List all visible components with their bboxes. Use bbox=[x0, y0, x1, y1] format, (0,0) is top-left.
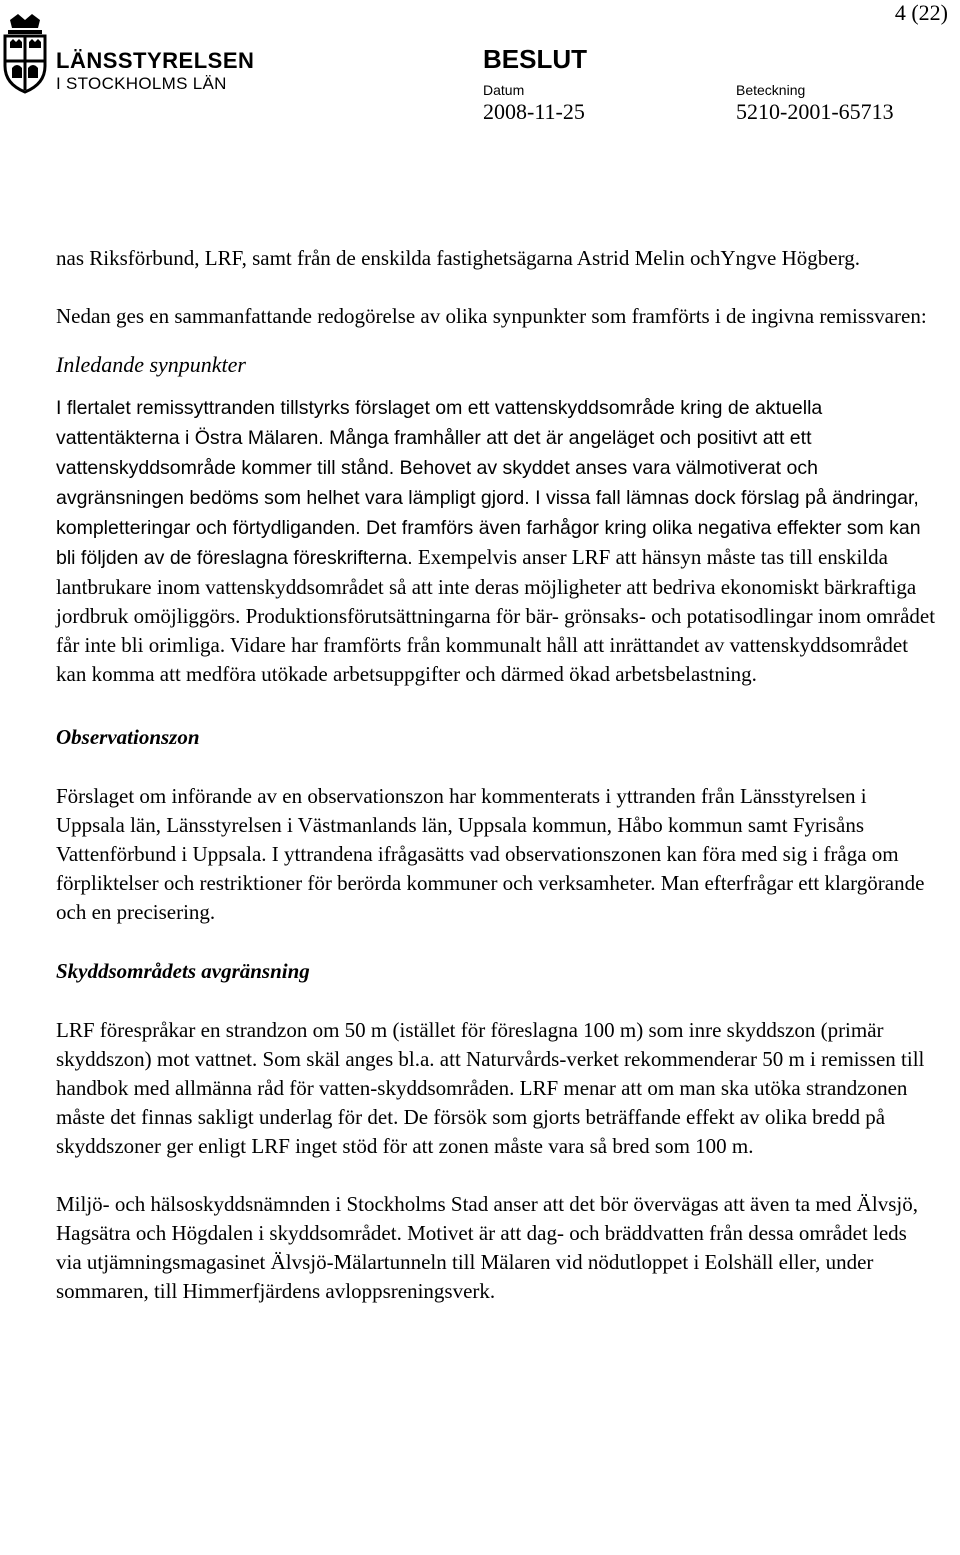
section-heading-avgransning: Skyddsområdets avgränsning bbox=[56, 959, 310, 983]
agency-logo bbox=[0, 12, 255, 93]
paragraph-inledande-part-1: I flertalet remissyttranden tillstyrks förslaget om ett vattenskyddsområde kring de aktuella vattentäkterna i Östra Mälaren. Många framhåller att det är angeläget och positivt att ett vattenskyddsområde kommer till stånd. Behovet av skyddet anses vara välmotiverat och avgränsningen bedöms som helhet vara lämpligt gjord. I vissa fall lämnas dock förslag på ändringar, kompletteringar och förtydliganden. Det framförs även farhågor kring olika negativa effekter som kan bli följden av de föreslagna föreskrifterna. bbox=[56, 397, 921, 569]
paragraph-inledande bbox=[56, 393, 936, 689]
section-heading-inledande: Inledande synpunkter bbox=[56, 352, 246, 377]
intro-paragraph-2: Nedan ges en sammanfattande redogörelse av olika synpunkter som framförts i de ingivna remissvaren: bbox=[56, 304, 927, 328]
document-type: BESLUT bbox=[483, 44, 587, 74]
date-label: Datum bbox=[483, 82, 525, 98]
date-value: 2008-11-25 bbox=[483, 99, 585, 124]
coat-of-arms-icon bbox=[0, 14, 50, 96]
intro-paragraph-1: nas Riksförbund, LRF, samt från de enskilda fastighetsägarna Astrid Melin ochYngve Högberg. bbox=[56, 246, 860, 270]
reference-value: 5210-2001-65713 bbox=[736, 99, 894, 124]
paragraph-miljo: Miljö- och hälsoskyddsnämnden i Stockholms Stad anser att det bör övervägas att även ta med Älvsjö, Hagsätra och Högdalen i skyddsområdet. Motivet är att dag- och bräddvatten från dessa området leds via utjämningsmagasinet Älvsjö-Mälartunneln till Mälaren vid nödutloppet i Eolshäll eller, under sommaren, till Himmerfjärdens avloppsreningsverk. bbox=[56, 1192, 919, 1303]
paragraph-inledande-part-2: Exempelvis anser LRF att hänsyn måste tas till enskilda lantbrukare inom vattenskyddsområdet så att inte deras möjligheter att bedriva ekonomiskt bärkraftiga jordbruk omöjliggörs. Produktionsförutsättningarna för bär- grönsaks- och potatisodlingar inom området får inte bli orimliga. Vidare har framförts från kommunalt håll att inrättandet av vattenskyddsområdet kan komma att medföra utökade arbetsuppgifter och därmed ökad arbetsbelastning. bbox=[56, 545, 936, 686]
logo-line-2: I STOCKHOLMS LÄN bbox=[56, 74, 227, 93]
paragraph-avgransning: LRF förespråkar en strandzon om 50 m (istället för föreslagna 100 m) som inre skyddszon (primär skyddszon) mot vattnet. Som skäl anges bl.a. att Naturvårds-verket rekommenderar 50 m i remissen till handbok med allmänna råd för vatten-skyddsområden. LRF menar att om man ska utöka strandzonen måste det finnas sakligt underlag för det. De försök som gjorts beträffande effekt av olika bredd på skyddszoner ger enligt LRF inget stöd för att zonen måste vara så bred som 100 m. bbox=[56, 1018, 925, 1158]
section-heading-observationszon: Observationszon bbox=[56, 725, 200, 749]
document-body bbox=[56, 244, 936, 1306]
reference-label: Beteckning bbox=[736, 82, 806, 98]
paragraph-observationszon: Förslaget om införande av en observationszon har kommenterats i yttranden från Länsstyrelsen i Uppsala län, Länsstyrelsen i Västmanlands län, Uppsala kommun, Håbo kommun samt Fyrisåns Vattenförbund i Uppsala. I yttrandena ifrågasätts vad observationszonen kan föra med sig i fråga om förpliktelser och restriktioner för berörda kommuner och verksamheter. Man efterfrågar ett klargörande och en precisering. bbox=[56, 784, 925, 924]
page-number: 4 (22) bbox=[894, 0, 948, 25]
logo-line-1: LÄNSSTYRELSEN bbox=[56, 48, 255, 73]
